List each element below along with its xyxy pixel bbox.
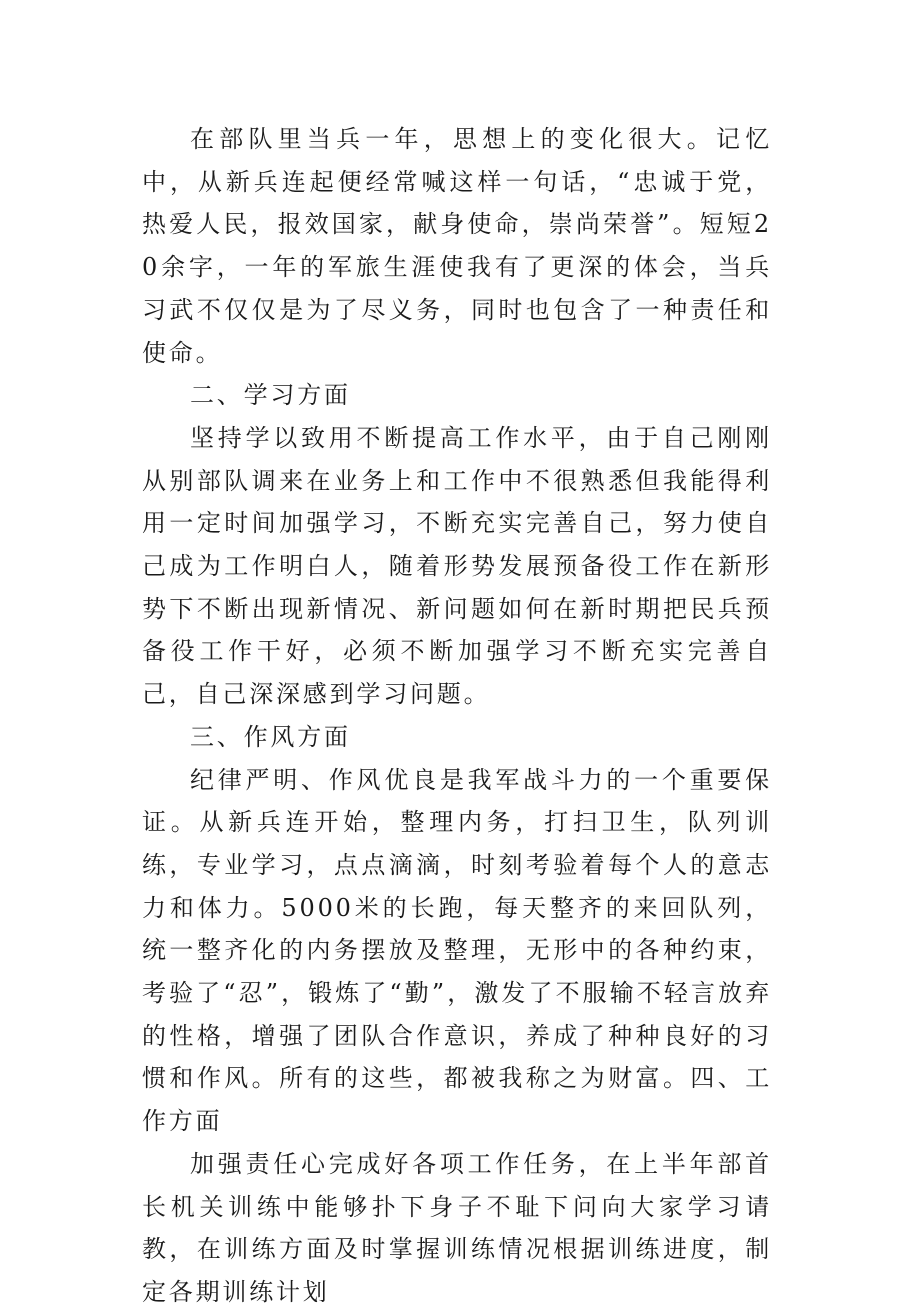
paragraph-study: 坚持学以致用不断提高工作水平，由于自己刚刚从别部队调来在业务上和工作中不很熟悉但我能得利用一定时间加强学习，不断充实完善自己，努力使自己成为工作明白人，随着形势发展预备役工作在新形势下不断出现新情况、新问题如何在新时期把民兵预备役工作干好，必须不断加强学习不断充实完善自己，自己深深感到学习问题。 — [142, 423, 772, 709]
document-page — [142, 118, 772, 1314]
paragraph-intro: 在部队里当兵一年，思想上的变化很大。记忆中，从新兵连起便经常喊这样一句话，“忠诚于党，热爱人民，报效国家，献身使命，崇尚荣誉”。短短20余字，一年的军旅生涯使我有了更深的体会，当兵习武不仅仅是为了尽义务，同时也包含了一种责任和使命。 — [142, 125, 772, 367]
section-heading-study: 二、学习方面 — [190, 381, 351, 410]
section-heading-style: 三、作风方面 — [190, 722, 351, 751]
paragraph-style: 纪律严明、作风优良是我军战斗力的一个重要保证。从新兵连开始，整理内务，打扫卫生，队列训练，专业学习，点点滴滴，时刻考验着每个人的意志力和体力。5000米的长跑，每天整齐的来回队列，统一整齐化的内务摆放及整理，无形中的各种约束，考验了“忍”，锻炼了“勤”，激发了不服输不轻言放弃的性格，增强了团队合作意识，养成了种种良好的习惯和作风。所有的这些，都被我称之为财富。四、工作方面 — [142, 765, 772, 1136]
paragraph-work: 加强责任心完成好各项工作任务，在上半年部首长机关训练中能够扑下身子不耻下问向大家学习请教，在训练方面及时掌握训练情况根据训练进度，制定各期训练计划 — [142, 1149, 772, 1306]
